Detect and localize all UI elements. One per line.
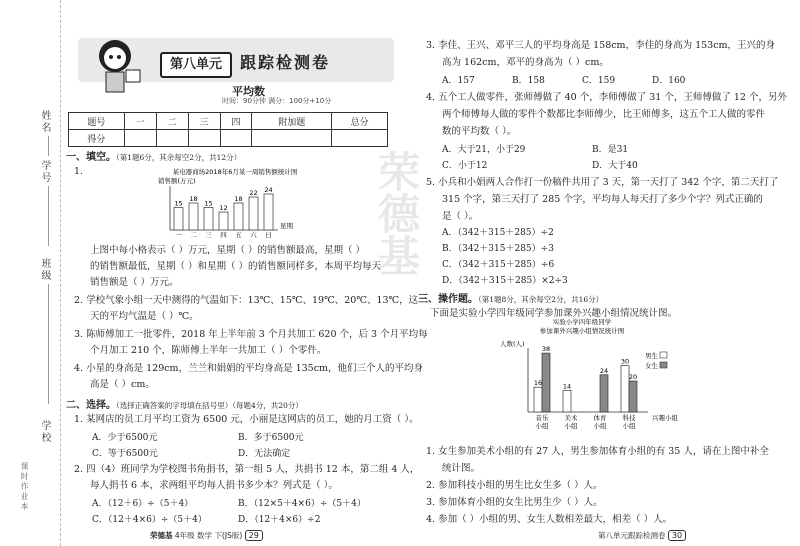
s2-q4-text-a: 4. 五个工人做零件，张师傅做了 40 个，李师傅做了 31 个，王师傅做了 12 个，另外 [426, 92, 787, 103]
chart2-tick-label: 小组 [535, 422, 549, 430]
s2-q4-opt-d: D．大于40 [592, 161, 638, 171]
s2-q2-text-a: 2. 四（4）班同学为学校图书角捐书，第一组 5 人，共捐书 12 本，第二组 4 人， [74, 464, 420, 475]
s3-q1-text-b: 统计图。 [442, 463, 481, 474]
score-header: 二 [156, 113, 188, 130]
chart1-bar-label: 18 [189, 195, 198, 203]
section3-title: 三、操作题。 [418, 294, 478, 305]
score-table [68, 112, 388, 147]
legend-girl-swatch [660, 362, 667, 368]
s2-q1-text: 1. 某网店的员工月平均工资为 6500 元，小丽是这网店的员工，她的月工资（ ）。 [74, 414, 419, 425]
s3-q2-text: 2. 参加科技小组的男生比女生多（ ）人。 [426, 480, 603, 491]
s2-q2-opt-a: A．（12＋6）÷（5＋4） [92, 499, 194, 509]
s2-q3-opt-b: B．158 [512, 76, 545, 86]
chart2-tick-label: 小组 [564, 422, 578, 430]
footer-brand: 荣德基 [150, 531, 173, 540]
score-row-label: 得分 [69, 130, 125, 147]
legend-boy: 男生 [645, 352, 658, 360]
chart2-bar-label: 14 [562, 382, 572, 391]
section1-title: 一、填空。 [66, 152, 116, 163]
page-number-left: 29 [245, 530, 263, 541]
section3-intro: 下面是实验小学四年级同学参加课外兴趣小组情况统计图。 [430, 308, 678, 319]
s2-q5-opt-a: A．（342＋315＋285）÷2 [442, 228, 554, 238]
s2-q2-opt-b: B．（12×5＋4×6）÷（5＋4） [238, 499, 366, 509]
s2-q3-opt-c: C．159 [582, 76, 616, 86]
chart1-bar [249, 197, 258, 230]
chart2-bar-boy [621, 366, 629, 413]
unit-label: 第八单元 [160, 52, 232, 78]
legend-girl: 女生 [645, 362, 658, 370]
school-label: 学校 [39, 420, 50, 444]
chart2-bar-label: 30 [620, 357, 630, 366]
s2-q4-opt-a: A．大于21，小于29 [442, 145, 526, 155]
chart2-bar-label: 24 [599, 366, 609, 375]
name-label: 姓名 [39, 110, 50, 134]
score-cell[interactable] [252, 130, 332, 147]
section3-heading [418, 290, 603, 305]
chart1-bar [234, 203, 243, 230]
section1-heading [66, 148, 241, 163]
chart1-bar-label: 22 [249, 189, 258, 197]
s2-q4-text-c: 数的平均数（ ）。 [442, 126, 517, 137]
chart2-bar-label: 38 [541, 345, 551, 354]
chart1-tick-label: 四 [220, 231, 227, 239]
chart2-tick-label: 音乐 [535, 414, 549, 422]
s2-q3-text-b: 高为 162cm，邓平的身高为（ ）cm。 [442, 57, 609, 68]
s2-q4-opt-b: B．是31 [592, 145, 629, 155]
id-line [48, 186, 49, 246]
page-number-right: 30 [668, 530, 686, 541]
chart1-bar [189, 203, 198, 230]
chart2-tick-label: 美术 [564, 414, 578, 422]
score-header: 总分 [332, 113, 388, 130]
chart2-bar-girl [600, 375, 608, 412]
s3-q4-text: 4. 参加（ ）小组的男、女生人数相差最大，相差（ ）人。 [426, 514, 673, 525]
score-cell[interactable] [156, 130, 188, 147]
chart2-title-a: 实验小学四年级同学 [552, 318, 612, 326]
chart1-tick-label: 三 [205, 231, 212, 239]
publisher-stamp: 课时作业本 [20, 462, 29, 512]
s2-q5-text-b: 315 个字，第三天打了 285 个字，平均每人每天打了多少个字？列式正确的 [442, 194, 763, 205]
interest-group-bar-chart [500, 316, 720, 444]
footer-right [598, 530, 686, 541]
chart1-bar [174, 208, 183, 231]
chart1-bar [204, 208, 213, 231]
score-header: 三 [188, 113, 220, 130]
s2-q1-opt-b: B．多于6500元 [238, 433, 304, 443]
chart1-tick-label: 日 [265, 231, 272, 239]
legend-boy-swatch [660, 352, 667, 358]
id-label: 学号 [39, 160, 50, 184]
s2-q2-text-b: 每人捐书 6 本，求两组平均每人捐书多少本？列式是（ ）。 [90, 480, 338, 491]
q4-text-b: 高是（ ）cm。 [90, 379, 155, 390]
s2-q3-opt-d: D．160 [652, 76, 686, 86]
s3-q3-text: 3. 参加体育小组的女生比男生少（ ）人。 [426, 497, 603, 508]
binding-sidebar [0, 0, 61, 546]
chart2-bar-label: 16 [533, 379, 543, 388]
chart1-bar-label: 15 [174, 199, 183, 208]
chart1-bar-label: 12 [219, 204, 228, 212]
chart2-tick-label: 科技 [622, 414, 636, 422]
chart1-tick-label: 一 [175, 231, 182, 239]
chart2-tick-label: 小组 [593, 422, 607, 430]
q2-text-b: 天的平均气温是（ ）℃。 [90, 311, 199, 322]
s2-q5-text-c: 是（ ）。 [442, 211, 479, 222]
s2-q5-opt-d: D．（342＋315＋285）×2÷3 [442, 276, 568, 286]
page-title: 跟踪检测卷 [240, 53, 331, 72]
watermark: 荣德基 [372, 150, 421, 276]
s2-q5-opt-b: B．（342＋315＋285）÷3 [442, 244, 554, 254]
chart1-tick-label: 五 [235, 231, 242, 239]
chart2-bar-girl [629, 381, 637, 412]
chart1-title: 某电器商场2018年6月某一周销售额统计图 [172, 168, 298, 176]
s2-q1-opt-d: D．无法确定 [238, 449, 291, 459]
s2-q1-opt-a: A．少于6500元 [92, 433, 158, 443]
section2-note: （选择正确答案的字母填在括号里）（每题4分，共20分） [116, 401, 303, 410]
q1-text-c: 销售额是（ ）万元。 [90, 277, 179, 288]
s2-q4-text-b: 两个师傅每人做的零件个数都比李师傅少，比王师傅多，这五个工人做的零件 [442, 109, 766, 120]
chart1-tick-label: 六 [250, 231, 257, 239]
q4-text-a: 4. 小星的身高是 129cm，兰兰和娟娟的平均身高是 135cm，他们三个人的平均身 [74, 363, 424, 374]
q3-text-a: 3. 陈师傅加工一批零件，2018 年上半年前 3 个月共加工 620 个，后 3 个月平均每 [74, 329, 428, 340]
q2-text-a: 2. 学校气象小组一天中测得的气温如下：13℃、15℃、19℃、20℃、13℃，这一 [74, 295, 428, 306]
mascot-icon [80, 32, 150, 102]
sales-bar-chart [150, 166, 320, 240]
footer-left [150, 530, 263, 541]
class-line [48, 284, 49, 404]
section3-note: （第1题8分，其余每空2分，共16分） [478, 295, 604, 304]
score-header: 题号 [69, 113, 125, 130]
chart1-bar-label: 24 [264, 186, 273, 194]
score-cell[interactable] [220, 130, 252, 147]
s2-q2-opt-c: C．（12＋4×6）÷（5＋4） [92, 515, 207, 525]
chart1-tick-label: 二 [190, 231, 197, 239]
chart2-bar-label: 20 [628, 373, 638, 381]
score-cell[interactable] [332, 130, 388, 147]
q1-text-a: 上图中每小格表示（ ）万元，星期（ ）的销售额最高，星期（ ） [90, 245, 366, 256]
chart1-bar [264, 194, 273, 230]
s2-q1-opt-c: C．等于6500元 [92, 449, 158, 459]
score-header: 四 [220, 113, 252, 130]
q1-number: 1. [74, 166, 84, 177]
chart1-xlabel: 星期 [280, 222, 293, 230]
chart2-tick-label: 小组 [622, 422, 636, 430]
section2-heading [66, 396, 303, 411]
s2-q5-text-a: 5. 小兵和小娟两人合作打一份稿件共用了 3 天，第一天打了 342 个字，第二天打了 [426, 177, 779, 188]
chart2-tick-label: 体育 [593, 414, 607, 422]
section2-title: 二、选择。 [66, 400, 116, 411]
chart1-bar-label: 15 [204, 199, 213, 208]
chart1-ylabel: 销售额(万元) [158, 177, 196, 185]
s2-q2-opt-d: D．（12＋4×6）÷2 [238, 515, 321, 525]
score-header: 一 [124, 113, 156, 130]
footer-right-text: 第八单元跟踪检测卷 [598, 531, 666, 540]
chart2-title-b: 参加课外兴趣小组情况统计图 [539, 327, 625, 335]
s2-q5-opt-c: C．（342＋315＋285）÷6 [442, 260, 555, 270]
s2-q3-opt-a: A．157 [442, 76, 475, 86]
chart2-bar-boy [534, 387, 542, 412]
time-info: 时间：90分钟 满分：100分+10分 [222, 97, 332, 105]
score-cell[interactable] [188, 130, 220, 147]
s3-q1-text-a: 1. 女生参加美术小组的有 27 人，男生参加体育小组的有 35 人，请在上图中补全 [426, 446, 769, 457]
chart2-ylabel: 人数(人) [500, 340, 525, 348]
chart2-xlabel: 兴趣小组 [652, 414, 678, 422]
section1-note: （第1题6分，其余每空2分，共12分） [116, 153, 242, 162]
score-header: 附加题 [252, 113, 332, 130]
chart2-bar-boy [563, 390, 571, 412]
class-label: 班级 [39, 258, 50, 282]
s2-q4-opt-c: C．小于12 [442, 161, 488, 171]
chart1-bar [219, 212, 228, 230]
chart2-bar-girl [542, 353, 550, 412]
chart1-bar-label: 18 [234, 195, 243, 203]
name-line [48, 136, 49, 156]
subtitle: 平均数 [232, 85, 265, 98]
q1-text-b: 的销售额最低，星期（ ）和星期（ ）的销售额同样多，本周平均每天 [90, 261, 382, 272]
s2-q3-text-a: 3. 李佳、王兴、邓平三人的平均身高是 158cm，李佳的身高为 153cm，王兴的身 [426, 40, 776, 51]
score-cell[interactable] [124, 130, 156, 147]
footer-info: 4年级 数学 下(JS版) [174, 531, 243, 540]
q3-text-b: 个月加工 210 个，陈师傅上半年一共加工（ ）个零件。 [90, 345, 327, 356]
